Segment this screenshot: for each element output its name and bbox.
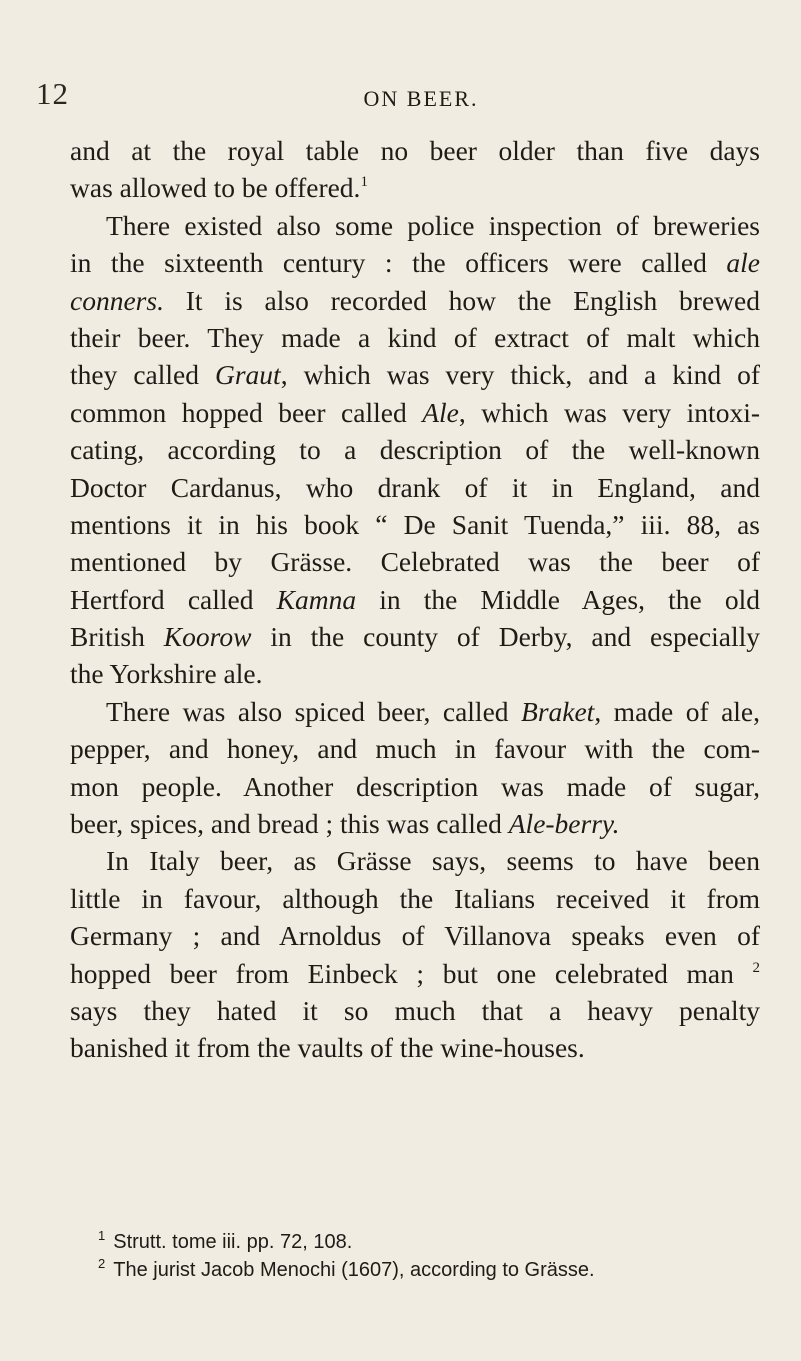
text-segment: says they hated it so much that a heavy penalty xyxy=(70,994,760,1026)
footnote xyxy=(98,1228,778,1256)
text-line xyxy=(70,169,760,206)
italic-term: Braket xyxy=(521,695,595,727)
footnote-reference: 2 xyxy=(752,959,760,976)
text-line xyxy=(70,469,760,506)
text-segment: mentioned by Grässe. Celebrated was the beer of xyxy=(70,546,760,578)
body-text xyxy=(70,132,760,1067)
text-segment: , which was very thick, and a kind of xyxy=(280,359,760,391)
footnote-mark: 1 xyxy=(98,1228,106,1243)
italic-term: Kamna xyxy=(276,583,357,615)
text-segment: cating, according to a description of the well-known xyxy=(70,434,760,466)
text-line xyxy=(70,581,760,618)
text-line xyxy=(70,693,760,730)
text-segment: There existed also some police inspection of breweries xyxy=(106,209,760,241)
footnote-reference: 1 xyxy=(360,174,368,191)
italic-term: Koorow xyxy=(163,621,252,653)
text-segment: British xyxy=(70,621,164,653)
text-line xyxy=(70,543,760,580)
text-segment: In Italy beer, as Grässe says, seems to have been xyxy=(106,845,760,877)
text-segment: mentions it in his book “ De Sanit Tuenda,” iii. 88, as xyxy=(70,508,760,540)
text-segment: little in favour, although the Italians received it from xyxy=(70,882,760,914)
text-line xyxy=(70,356,760,393)
text-segment: There was also spiced beer, called xyxy=(106,695,522,727)
footnotes xyxy=(98,1228,778,1284)
text-segment: banished it from the vaults of the wine-houses. xyxy=(70,1032,585,1064)
text-line xyxy=(70,992,760,1029)
italic-term: conners. xyxy=(70,284,164,316)
text-segment: Germany ; and Arnoldus of Villanova speaks even of xyxy=(70,920,760,952)
footnote xyxy=(98,1256,778,1284)
text-segment: hopped beer from Einbeck ; but one celebrated man xyxy=(70,957,753,989)
page-number: 12 xyxy=(36,76,69,111)
text-segment: common hopped beer called xyxy=(70,396,423,428)
text-line xyxy=(70,207,760,244)
text-line xyxy=(70,618,760,655)
text-segment: in the sixteenth century : the officers were called xyxy=(70,247,727,279)
text-line xyxy=(70,431,760,468)
text-segment: , which was very intoxi- xyxy=(458,396,760,428)
footnote-text: Strutt. tome iii. pp. 72, 108. xyxy=(113,1231,353,1253)
running-head: ON BEER. xyxy=(363,86,479,111)
text-segment: It is also recorded how the English brewed xyxy=(163,284,760,316)
text-segment: Doctor Cardanus, who drank of it in England, and xyxy=(70,471,760,503)
text-line xyxy=(70,730,760,767)
text-line xyxy=(70,244,760,281)
text-line xyxy=(70,917,760,954)
text-segment: in the Middle Ages, the old xyxy=(356,583,760,615)
text-segment: pepper, and honey, and much in favour with the com- xyxy=(70,733,760,765)
text-segment: beer, spices, and bread ; this was called xyxy=(70,808,509,840)
text-segment: was allowed to be offered. xyxy=(70,172,361,204)
text-line xyxy=(70,1029,760,1066)
text-segment: mon people. Another description was made of sugar, xyxy=(70,770,760,802)
text-line xyxy=(70,394,760,431)
footnote-text: The jurist Jacob Menochi (1607), according to Grässe. xyxy=(113,1259,595,1281)
text-segment: Hertford called xyxy=(70,583,277,615)
text-line xyxy=(70,319,760,356)
text-segment: in the county of Derby, and especially xyxy=(251,621,760,653)
text-segment: they called xyxy=(70,359,215,391)
italic-term: Graut xyxy=(215,359,281,391)
text-line xyxy=(70,842,760,879)
text-segment: , made of ale, xyxy=(594,695,760,727)
text-segment: their beer. They made a kind of extract of malt which xyxy=(70,321,760,353)
text-segment: and at the royal table no beer older than five days xyxy=(70,135,760,166)
text-segment: the Yorkshire ale. xyxy=(70,658,263,690)
text-line xyxy=(70,805,760,842)
text-line xyxy=(70,655,760,692)
text-line xyxy=(70,768,760,805)
text-line xyxy=(70,132,760,169)
italic-term: Ale xyxy=(422,396,459,428)
page-header xyxy=(36,76,756,116)
footnote-mark: 2 xyxy=(98,1256,106,1271)
text-line xyxy=(70,880,760,917)
text-line xyxy=(70,506,760,543)
text-line xyxy=(70,955,760,992)
italic-term: ale xyxy=(726,247,760,279)
text-line xyxy=(70,282,760,319)
italic-term: Ale-berry. xyxy=(508,808,620,840)
